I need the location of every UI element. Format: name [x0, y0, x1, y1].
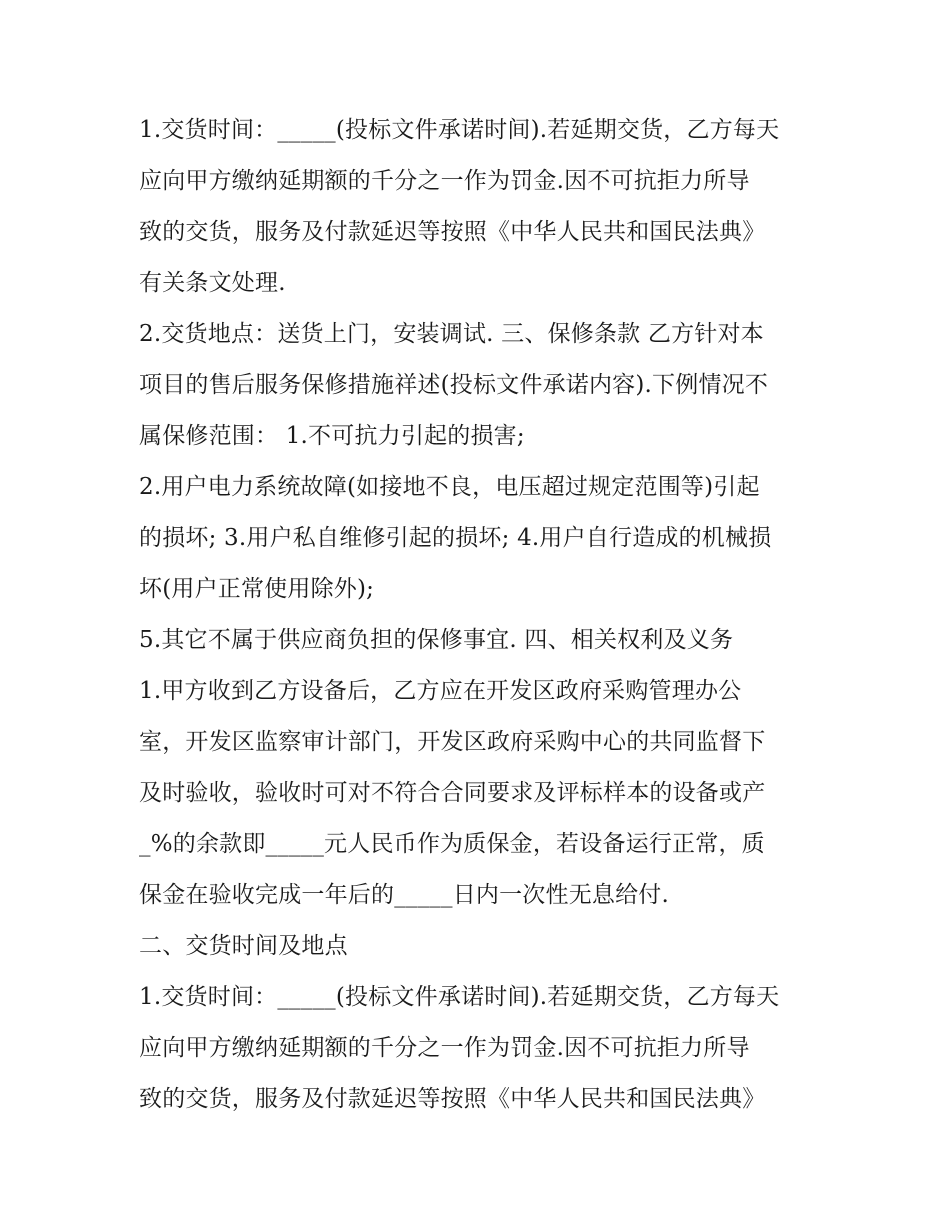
- text-line: 致的交货，服务及付款延迟等按照《中华人民共和国民法典》: [139, 1086, 766, 1112]
- text-line: 有关条文处理.: [139, 270, 286, 296]
- text-line: 项目的售后服务保修措施祥述(投标文件承诺内容).下例情况不: [139, 372, 769, 398]
- text-line: 的损坏; 3.用户私自维修引起的损坏; 4.用户自行造成的机械损: [139, 525, 772, 551]
- text-line: 保金在验收完成一年后的_____日内一次性无息给付.: [139, 882, 670, 908]
- document-body: [139, 105, 819, 1125]
- text-line: 5.其它不属于供应商负担的保修事宜. 四、相关权利及义务: [139, 627, 734, 653]
- text-line: 2.用户电力系统故障(如接地不良，电压超过规定范围等)引起: [139, 474, 760, 500]
- text-line: 应向甲方缴纳延期额的千分之一作为罚金.因不可抗拒力所导: [139, 1035, 750, 1061]
- text-line: 及时验收，验收时可对不符合合同要求及评标样本的设备或产: [139, 780, 766, 806]
- text-line: 1.交货时间：_____(投标文件承诺时间).若延期交货，乙方每天: [139, 984, 780, 1010]
- text-line: 属保修范围： 1.不可抗力引起的损害;: [139, 423, 525, 449]
- text-line: 致的交货，服务及付款延迟等按照《中华人民共和国民法典》: [139, 219, 766, 245]
- text-line: 坏(用户正常使用除外);: [139, 576, 375, 602]
- text-line: 1.甲方收到乙方设备后，乙方应在开发区政府采购管理办公: [139, 678, 742, 704]
- text-line: _%的余款即_____元人民币作为质保金，若设备运行正常，质: [139, 831, 765, 857]
- text-line: 2.交货地点：送货上门，安装调试. 三、保修条款 乙方针对本: [139, 321, 764, 347]
- text-line: 应向甲方缴纳延期额的千分之一作为罚金.因不可抗拒力所导: [139, 168, 750, 194]
- section-heading: 二、交货时间及地点: [139, 933, 348, 959]
- text-line: 1.交货时间：_____(投标文件承诺时间).若延期交货，乙方每天: [139, 117, 780, 143]
- text-line: 室，开发区监察审计部门，开发区政府采购中心的共同监督下: [139, 729, 766, 755]
